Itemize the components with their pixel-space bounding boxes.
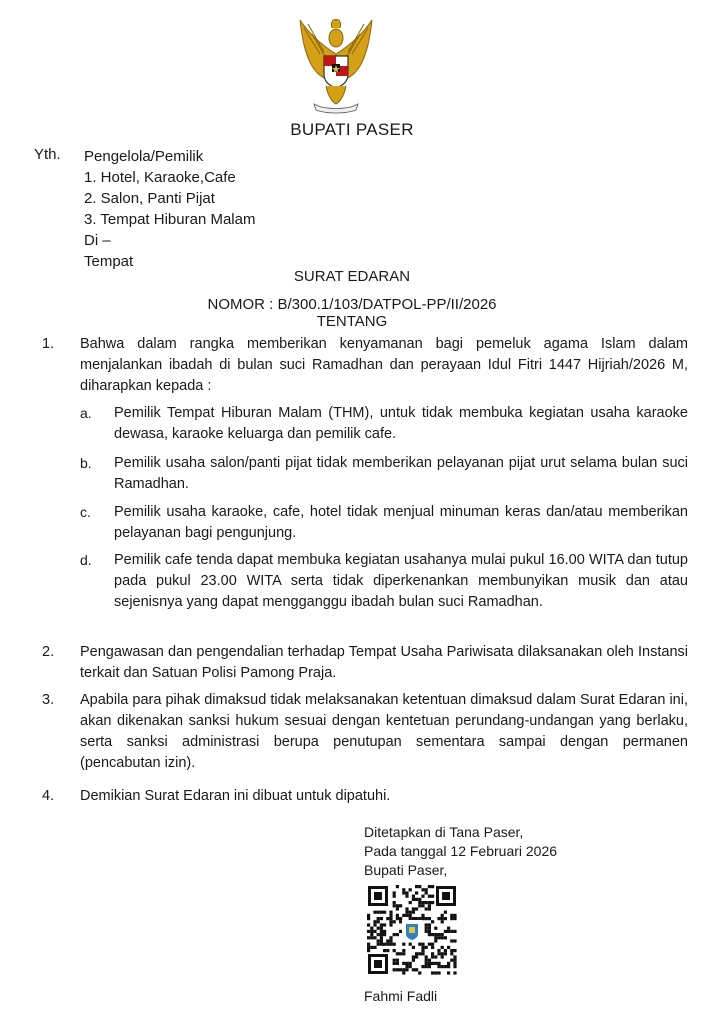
sub-item-letter: d. xyxy=(80,552,92,568)
item-text: Bahwa dalam rangka memberikan kenyamanan bagi pemeluk agama Islam dalam menjalankan ibadah di bulan suci Ramadhan dan perayaan Idul Fitri 1447 Hijriah/2026 M, diharapkan kepada : xyxy=(80,336,688,394)
item-text: Apabila para pihak dimaksud tidak melaksanakan ketentuan dimaksud dalam Surat Edaran ini, akan dikenakan sanksi hukum sesuai dengan kentetuan perundang-undangan yang berlaku, serta sanksi administrasi berupa penutupan sementara sampai dengan permanen (pencabutan izin). xyxy=(80,692,688,771)
qr-code-icon xyxy=(366,884,458,976)
recipient-line: Tempat xyxy=(84,253,134,270)
letter-type: SURAT EDARAN xyxy=(293,268,411,285)
letter-number: NOMOR : B/300.1/103/DATPOL-PP/II/2026 xyxy=(207,296,497,313)
sub-item-text: Pemilik usaha karaoke, cafe, hotel tidak menjual minuman keras dan/atau memberikan pelayanan bagi pengunjung. xyxy=(114,504,688,541)
garuda-emblem-icon xyxy=(290,14,382,116)
signature-place: Ditetapkan di Tana Paser, xyxy=(364,824,524,840)
letter-about: TENTANG xyxy=(316,313,388,330)
recipient-line: Di – xyxy=(84,232,111,249)
sub-item-text: Pemilik cafe tenda dapat membuka kegiatan usahanya mulai pukul 16.00 WITA dan tutup pada pukul 23.00 WITA serta tidak diperkenankan membunyikan musik dan atau sejenisnya yang dapat mengganggu ibadah bulan suci Ramadhan. xyxy=(114,552,688,610)
signature-date: Pada tanggal 12 Februari 2026 xyxy=(364,843,558,859)
sub-item-text: Pemilik usaha salon/panti pijat tidak memberikan pelayanan pijat urut selama bulan suci Ramadhan. xyxy=(114,455,688,492)
sub-item-text: Pemilik Tempat Hiburan Malam (THM), untuk tidak membuka kegiatan usaha karaoke dewasa, karaoke keluarga dan pemilik cafe. xyxy=(114,405,688,442)
sub-item-letter: a. xyxy=(80,405,92,421)
item-number: 3. xyxy=(42,692,55,708)
item-text: Demikian Surat Edaran ini dibuat untuk dipatuhi. xyxy=(80,788,391,804)
signature-position: Bupati Paser, xyxy=(364,862,448,878)
item-number: 2. xyxy=(42,644,55,660)
recipient-line: 2. Salon, Panti Pijat xyxy=(84,190,215,207)
signer-name: Fahmi Fadli xyxy=(364,988,438,1004)
recipient-line: 1. Hotel, Karaoke,Cafe xyxy=(84,169,236,186)
yth-label: Yth. xyxy=(34,146,61,163)
sub-item-letter: b. xyxy=(80,455,92,471)
regent-title: BUPATI PASER xyxy=(290,120,414,139)
item-number: 4. xyxy=(42,788,55,804)
recipient-line: 3. Tempat Hiburan Malam xyxy=(84,211,256,228)
recipient-line: Pengelola/Pemilik xyxy=(84,148,204,165)
item-number: 1. xyxy=(42,336,55,352)
sub-item-letter: c. xyxy=(80,504,91,520)
item-text: Pengawasan dan pengendalian terhadap Tempat Usaha Pariwisata dilaksanakan oleh Instansi terkait dan Satuan Polisi Pamong Praja. xyxy=(80,644,688,681)
